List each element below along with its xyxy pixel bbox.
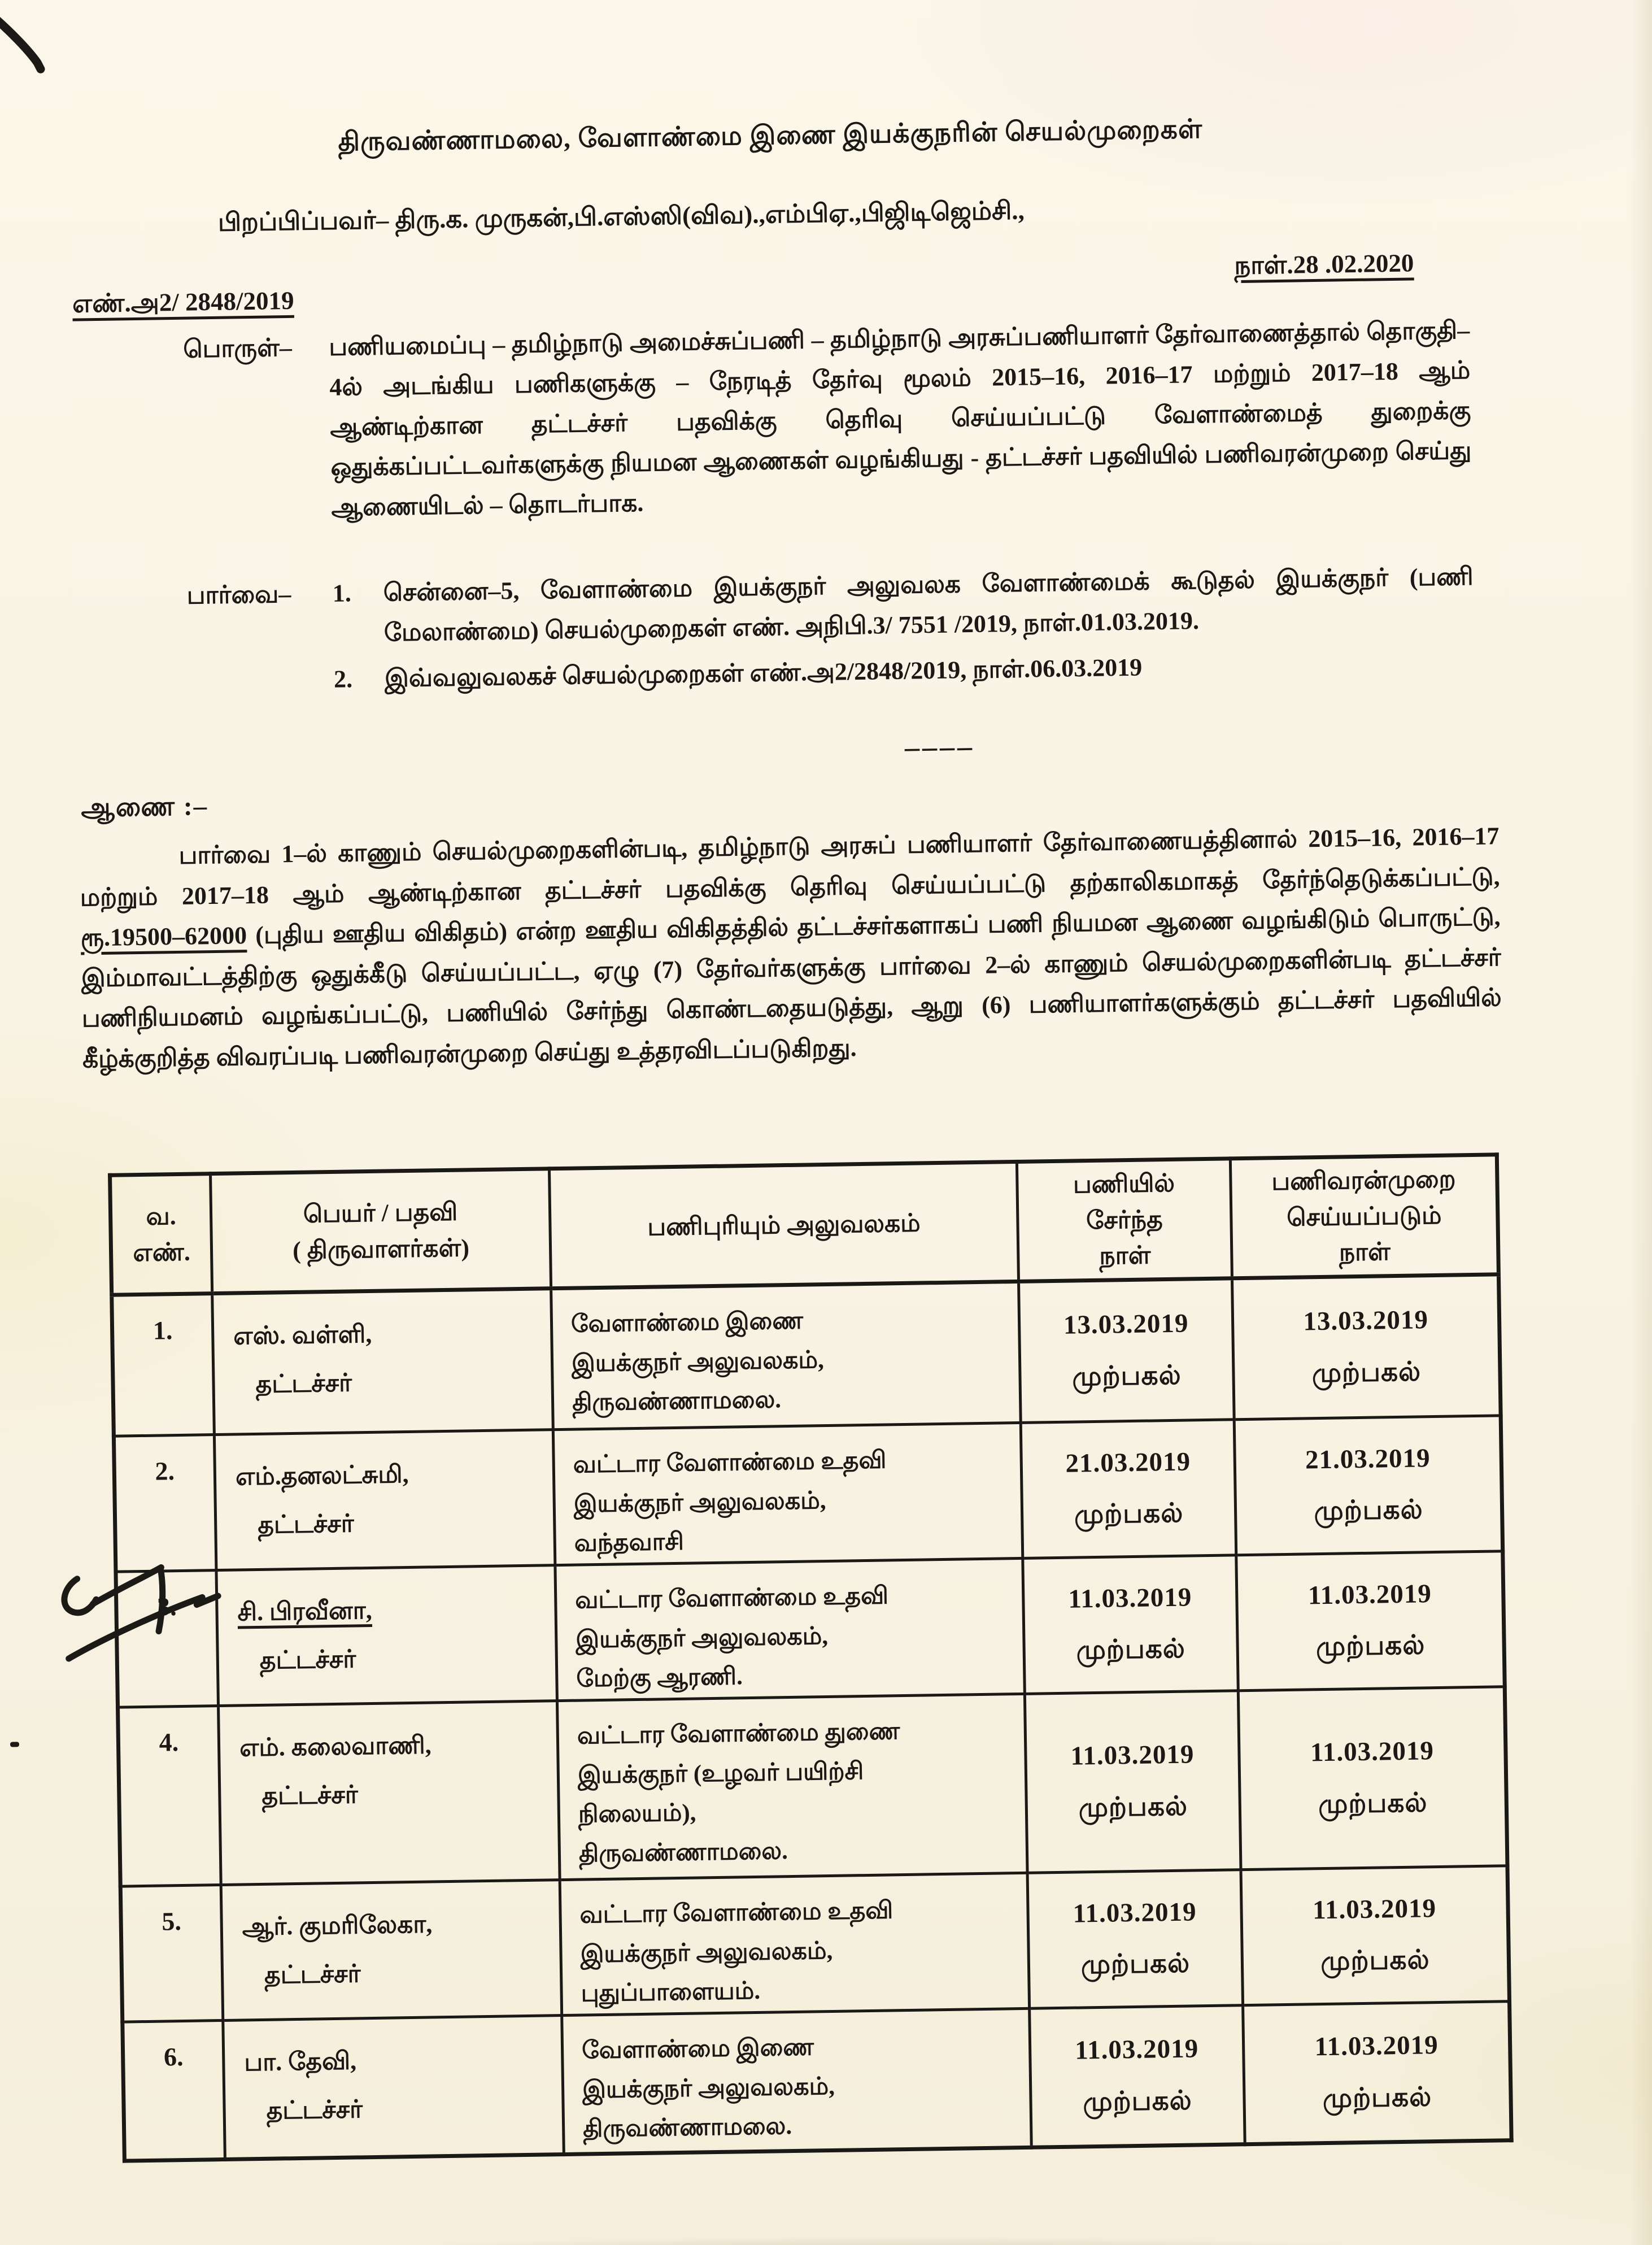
serial-number-cell: 2. — [114, 1435, 216, 1572]
person-designation: தட்டச்சர் — [264, 1960, 361, 1989]
joined-date-cell — [1021, 1420, 1236, 1559]
table-row — [112, 1274, 1501, 1436]
person-designation: தட்டச்சர் — [257, 1509, 355, 1539]
col-header-regularized: பணிவரன்முறை செய்யப்படும் நாள் — [1230, 1155, 1498, 1278]
order-text-start: பார்வை 1–ல் காணும் செயல்முறைகளின்படி, தமிழ்நாடு அரசுப் பணியாளர் தேர்வாணையத்தினால் 2015–16, 2016–17 மற்றும் 2017–18 ஆம் ஆண்டிற்கான தட்டச்சர் பதவிக்கு தெரிவு செய்யப்பட்டு தற்காலிகமாகத் தேர்ந்தெடுக்கப்பட்டு, — [80, 822, 1500, 912]
issuing-officer-line: பிறப்பிப்பவர்– திரு.க. முருகன்,பி.எஸ்ஸி(விவ).,எம்பிஏ.,பிஜிடிஜெம்சி., — [217, 196, 1025, 237]
reference-item-number: 2. — [333, 665, 353, 693]
table-header — [110, 1155, 1499, 1295]
regularized-session: முற்பகல் — [1318, 1788, 1428, 1820]
joined-date-cell — [1023, 1555, 1239, 1694]
joined-session: முற்பகல் — [1076, 1634, 1186, 1665]
joined-session: முற்பகல் — [1083, 2086, 1193, 2117]
joined-date: 11.03.2019 — [1068, 1582, 1192, 1614]
regularized-session: முற்பகல் — [1320, 1945, 1430, 1977]
regularized-date: 11.03.2019 — [1312, 1893, 1437, 1925]
reference-number: எண்.அ2/ 2848/2019 — [72, 286, 294, 318]
pen-tick-left-edge-icon — [0, 135, 1, 154]
regularized-date-cell — [1234, 1416, 1503, 1555]
joined-date-cell — [1027, 1870, 1243, 2009]
joined-date: 21.03.2019 — [1065, 1447, 1191, 1478]
office-cell: வேளாண்மை இணை இயக்குநர் அலுவலகம், திருவண்ணாமலை. — [562, 2008, 1032, 2154]
office-cell: வட்டார வேளாண்மை உதவி இயக்குநர் அலுவலகம், புதுப்பாளையம். — [560, 1873, 1029, 2015]
reference-item-text: சென்னை–5, வேளாண்மை இயக்குநர் அலுவலக வேளாண்மைக் கூடுதல் இயக்குநர் (பணி மேலாண்மை) செயல்முறைகள் எண். அநிபி.3/ 7551 /2019, நாள்.01.03.2019. — [383, 562, 1474, 647]
reference-block — [186, 556, 1475, 702]
person-designation: தட்டச்சர் — [266, 2095, 363, 2125]
regularization-table — [108, 1152, 1514, 2163]
regularized-session: முற்பகல் — [1315, 1630, 1426, 1662]
person-name: எஸ். வள்ளி, — [233, 1320, 372, 1350]
person-designation: தட்டச்சர் — [261, 1781, 359, 1810]
regularized-date: 13.03.2019 — [1302, 1305, 1429, 1337]
serial-number-cell: 6. — [123, 2020, 225, 2161]
person-name: எம்.தனலட்சுமி, — [235, 1460, 409, 1491]
person-name: சி. பிரவீனா, — [237, 1596, 372, 1626]
name-cell — [221, 1880, 561, 2021]
office-cell: வட்டார வேளாண்மை உதவி இயக்குநர் அலுவலகம், வந்தவாசி — [553, 1422, 1022, 1565]
pen-dot-left-edge-icon — [10, 1742, 19, 1747]
col-header-joined: பணியில் சேர்ந்த நாள் — [1017, 1159, 1232, 1282]
pen-flourish-row3-icon — [6, 1522, 246, 1774]
joined-date-cell — [1030, 2005, 1245, 2148]
joined-date: 11.03.2019 — [1074, 2034, 1199, 2065]
regularized-date: 11.03.2019 — [1307, 1578, 1432, 1611]
name-cell — [216, 1565, 557, 1706]
person-name: எம். கலைவாணி, — [239, 1731, 432, 1762]
document-date: நாள்.28 .02.2020 — [1234, 249, 1414, 280]
table-row — [114, 1416, 1502, 1572]
serial-number-cell: 5. — [120, 1885, 223, 2022]
subject-block — [183, 310, 1472, 530]
name-cell — [212, 1289, 553, 1435]
regularized-date: 21.03.2019 — [1305, 1443, 1431, 1475]
subject-text: பணியமைப்பு – தமிழ்நாடு அமைச்சுப்பணி – தமிழ்நாடு அரசுப்பணியாளர் தேர்வாணைத்தால் தொகுதி–4ல் அடங்கிய பணிகளுக்கு – நேரடித் தேர்வு மூலம் 2015–16, 2016–17 மற்றும் 2017–18 ஆம் ஆண்டிற்கான தட்டச்சர் பதவிக்கு தெரிவு செய்யப்பட்டு வேளாண்மைத் துறைக்கு ஒதுக்கப்பட்டவர்களுக்கு நியமன ஆணைகள் வழங்கியது - தட்டச்சர் பதவியில் பணிவரன்முறை செய்து ஆணையிடல் – தொடர்பாக. — [328, 316, 1472, 521]
order-heading: ஆணை :– — [81, 791, 208, 823]
joined-date: 11.03.2019 — [1073, 1897, 1197, 1929]
joined-date-cell — [1025, 1691, 1241, 1873]
order-text-end: (புதிய ஊதிய விகிதம்) என்ற ஊதிய விகிதத்தில் தட்டச்சர்களாகப் பணி நியமன ஆணை வழங்கிடும் பொருட்டு, இம்மாவட்டத்திற்கு ஒதுக்கீடு செய்யப்பட்ட, ஏழு (7) தேர்வர்களுக்கு பார்வை 2–ல் காணும் செயல்முறைகளின்படி தட்டச்சர் பணிநியமனம் வழங்கப்பட்டு, பணியில் சேர்ந்து கொண்டதையடுத்து, ஆறு (6) பணியாளர்களுக்கும் தட்டச்சர் பதவியில் கீழ்க்குறித்த விவரப்படி பணிவரன்முறை செய்து உத்தரவிடப்படுகிறது. — [81, 903, 1502, 1073]
joined-session: முற்பகல் — [1080, 1949, 1191, 1980]
order-paragraph — [79, 816, 1502, 1079]
pen-stroke-corner-icon — [0, 12, 61, 87]
regularized-date-cell — [1232, 1274, 1501, 1420]
person-name: ஆர். குமரிலேகா, — [242, 1910, 433, 1941]
regularized-session: முற்பகல் — [1322, 2082, 1432, 2114]
table-row — [116, 1551, 1505, 1707]
table-row — [120, 1866, 1509, 2022]
person-designation: தட்டச்சர் — [255, 1369, 352, 1398]
joined-date: 13.03.2019 — [1063, 1308, 1189, 1341]
regularized-date-cell — [1241, 1866, 1510, 2005]
separator-dashes: – – – – — [904, 730, 970, 764]
regularized-date: 11.03.2019 — [1314, 2030, 1439, 2062]
serial-number-cell: 1. — [112, 1294, 215, 1437]
regularized-date-cell — [1236, 1551, 1505, 1691]
joined-session: முற்பகல் — [1074, 1499, 1184, 1530]
joined-date-cell — [1019, 1278, 1235, 1423]
office-cell: வேளாண்மை இணை இயக்குநர் அலுவலகம், திருவண்ணாமலை. — [551, 1281, 1021, 1429]
office-cell: வட்டார வேளாண்மை துணை இயக்குநர் (உழவர் பயிற்சி நிலையம்), திருவண்ணாமலை. — [557, 1694, 1027, 1879]
serial-number-cell: 3. — [116, 1570, 219, 1708]
person-designation: தட்டச்சர் — [259, 1645, 356, 1674]
table-row — [123, 2002, 1511, 2161]
reference-item-1 — [332, 556, 1474, 654]
pay-scale-underlined: ரூ.19500–62000 — [80, 921, 247, 952]
name-cell — [223, 2016, 564, 2160]
document-title: திருவண்ணாமலை, வேளாண்மை இணை இயக்குநரின் செயல்முறைகள் — [338, 114, 1203, 157]
col-header-name: பெயர் / பதவி ( திருவாளர்கள்) — [211, 1169, 551, 1294]
reference-item-number: 1. — [332, 579, 352, 607]
joined-session: முற்பகல் — [1072, 1360, 1182, 1392]
regularized-session: முற்பகல் — [1314, 1495, 1424, 1526]
reference-items — [332, 556, 1475, 699]
col-header-office: பணிபுரியும் அலுவலகம் — [549, 1161, 1018, 1288]
serial-number-cell: 4. — [118, 1705, 221, 1886]
name-cell — [219, 1701, 560, 1885]
name-cell — [214, 1430, 555, 1570]
regularized-date-cell — [1238, 1687, 1507, 1870]
reference-item-text: இவ்வலுவலகச் செயல்முறைகள் எண்.அ2/2848/2019, நாள்.06.03.2019 — [384, 653, 1143, 693]
regularized-session: முற்பகல் — [1311, 1357, 1422, 1389]
table-row — [118, 1687, 1507, 1886]
joined-session: முற்பகல் — [1078, 1791, 1188, 1823]
regularized-date-cell — [1243, 2002, 1512, 2144]
reference-label: பார்வை– — [186, 580, 291, 610]
table-body — [112, 1274, 1511, 2161]
subject-label: பொருள்– — [183, 333, 293, 363]
office-cell: வட்டார வேளாண்மை உதவி இயக்குநர் அலுவலகம், மேற்கு ஆரணி. — [555, 1558, 1025, 1700]
joined-date: 11.03.2019 — [1070, 1739, 1195, 1771]
regularized-date: 11.03.2019 — [1310, 1736, 1435, 1768]
person-name: பா. தேவி, — [244, 2047, 357, 2077]
col-header-serial: வ. எண். — [110, 1174, 212, 1295]
